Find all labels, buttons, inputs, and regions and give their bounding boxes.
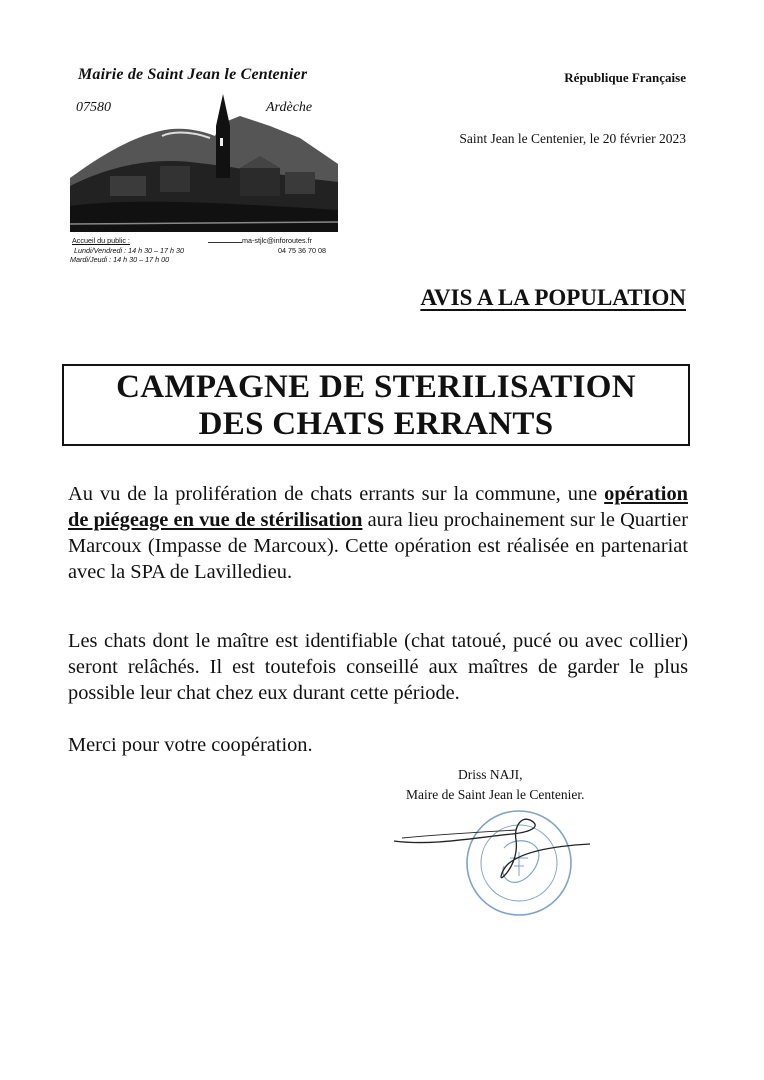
department: Ardèche: [266, 100, 313, 115]
phone: 04 75 36 70 08: [278, 246, 326, 255]
place-date: Saint Jean le Centenier, le 20 février 2023: [459, 131, 686, 146]
title-line-2: DES CHATS ERRANTS: [198, 406, 554, 442]
signer-role: Maire de Saint Jean le Centenier.: [406, 787, 585, 802]
p1-line-5: Lavilledieu.: [194, 561, 293, 583]
signer-name: Driss NAJI,: [458, 767, 523, 782]
divider: [208, 242, 242, 243]
notice-heading: AVIS A LA POPULATION: [420, 285, 686, 310]
p1-line-2-rest: aura lieu: [362, 509, 439, 531]
paragraph-1: [68, 481, 688, 585]
p2-line-3: garder le plus possible leur chat chez eux durant cette période.: [68, 656, 688, 704]
title-box: [62, 364, 690, 446]
p1-line-4: Cette opération est réalisée en partenariat avec la SPA de: [68, 535, 689, 583]
official-stamp: [392, 808, 592, 918]
paragraph-2: [68, 628, 688, 706]
p1-emphasis: opération de piégeage en vue de stérilisation: [68, 483, 688, 531]
handwritten-signature: [394, 819, 590, 877]
p2-line-2: collier) seront relâchés. Il est toutefois conseillé aux maîtres de: [68, 630, 688, 678]
email: ma-stjlc@inforoutes.fr: [242, 236, 313, 245]
mairie-title: Mairie de Saint Jean le Centenier: [78, 66, 308, 83]
p2-line-1: Les chats dont le maître est identifiable (chat tatoué, pucé ou avec: [68, 630, 623, 652]
paragraph-3: Merci pour votre coopération.: [68, 734, 313, 756]
postcode: 07580: [76, 100, 111, 115]
republic-label: République Française: [564, 70, 686, 85]
p1-line-3: prochainement sur le Quartier Marcoux (Impasse de Marcoux).: [68, 509, 688, 557]
title-line-1: CAMPAGNE DE STERILISATION: [116, 369, 636, 405]
hours-line-1: Lundi/Vendredi : 14 h 30 – 17 h 30: [74, 246, 185, 255]
contact-block: [72, 236, 338, 270]
p1-line-1: Au vu de la prolifération de chats errants sur la commune, une: [68, 483, 598, 505]
hours-heading: Accueil du public :: [72, 236, 130, 245]
hours-line-2: Mardi/Jeudi : 14 h 30 – 17 h 00: [70, 255, 170, 264]
